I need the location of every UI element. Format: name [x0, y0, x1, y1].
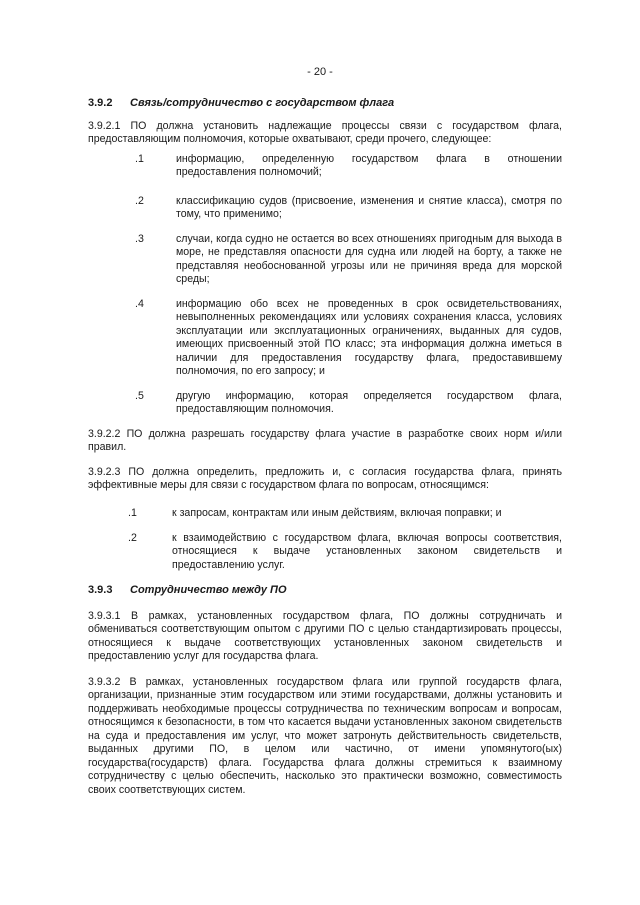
section-heading-3-9-3 [88, 584, 287, 598]
paragraph-3-9-2-2: 3.9.2.2 ПО должна разрешать государству флага участие в разработке своих норм и/или правил. [88, 428, 562, 454]
paragraph-3-9-3-2: 3.9.3.2 В рамках, установленных государством флага или группой государств флага, организации, признанные этим государством или этими государствами, должны установить и поддерживать необходимые процессы сотрудничества по техническим вопросам и вопросам, относящимся к безопасности, в том что касается выдачи установленных законом свидетельств на суда и предоставления им услуг, что может затронуть действительность свидетельств, выданных другими ПО, в целом или частично, от имени упомянутого(ых) государства(государств) флага. Государства флага должны стремиться к взаимному сотрудничеству с целью обеспечить, насколько это практически возможно, совместимость своих соответствующих систем. [88, 676, 562, 796]
paragraph-3-9-3-1: 3.9.3.1 В рамках, установленных государством флага, ПО должны сотрудничать и обмениваться соответствующим опытом с другими ПО с целью стандартизировать процессы, относящиеся к выдаче соответствующих установленных законом свидетельств и предоставлению услуг для государства флага. [88, 610, 562, 663]
list-item-number: .1 [135, 153, 144, 165]
paragraph-3-9-2-1: 3.9.2.1 ПО должна установить надлежащие процессы связи с государством флага, предоставляющим полномочия, которые охватывают, среди прочего, следующее: [88, 120, 562, 146]
list-item-text: информацию, определенную государством флага в отношении предоставления полномочий; [176, 153, 562, 179]
list-item-number: .1 [128, 507, 137, 519]
section-number: 3.9.2 [88, 97, 113, 109]
section-title: Сотрудничество между ПО [130, 584, 287, 596]
section-heading-3-9-2 [88, 97, 394, 111]
section-number: 3.9.3 [88, 584, 113, 596]
list-item-text: к запросам, контрактам или иным действиям, включая поправки; и [172, 507, 502, 519]
page-number: - 20 - [307, 66, 333, 78]
paragraph-3-9-2-3: 3.9.2.3 ПО должна определить, предложить и, с согласия государства флага, принять эффективные меры для связи с государством флага по вопросам, относящимся: [88, 466, 562, 492]
list-item-text: другую информацию, которая определяется государством флага, предоставляющим полномочия. [176, 390, 562, 416]
list-item-number: .2 [128, 532, 137, 544]
list-item-text: информацию обо всех не проведенных в срок освидетельствованиях, невыполненных рекомендациях или условиях сохранения класса, условиях эксплуатации или эксплуатационных ограничениях, выданных для судов, имеющих присвоенный этой ПО класс; эта информация должна иметься в наличии для предоставления государству флага, предоставившему полномочия, по его запросу; и [176, 298, 562, 378]
list-item-number: .4 [135, 298, 144, 310]
list-item-text: классификацию судов (присвоение, изменения и снятие класса), смотря по тому, что применимо; [176, 195, 562, 221]
list-item-text: к взаимодействию с государством флага, включая вопросы соответствия, относящиеся к выдаче установленных законом свидетельств и предоставлению услуг. [172, 532, 562, 571]
list-item-number: .5 [135, 390, 144, 402]
list-item-text: случаи, когда судно не остается во всех отношениях пригодным для выхода в море, не представляя опасности для судна или людей на борту, а также не представляя необоснованной угрозы или не причиняя вреда для морской среды; [176, 233, 562, 286]
list-item-number: .3 [135, 233, 144, 245]
section-title: Связь/сотрудничество с государством флага [130, 97, 395, 109]
list-item-number: .2 [135, 195, 144, 207]
